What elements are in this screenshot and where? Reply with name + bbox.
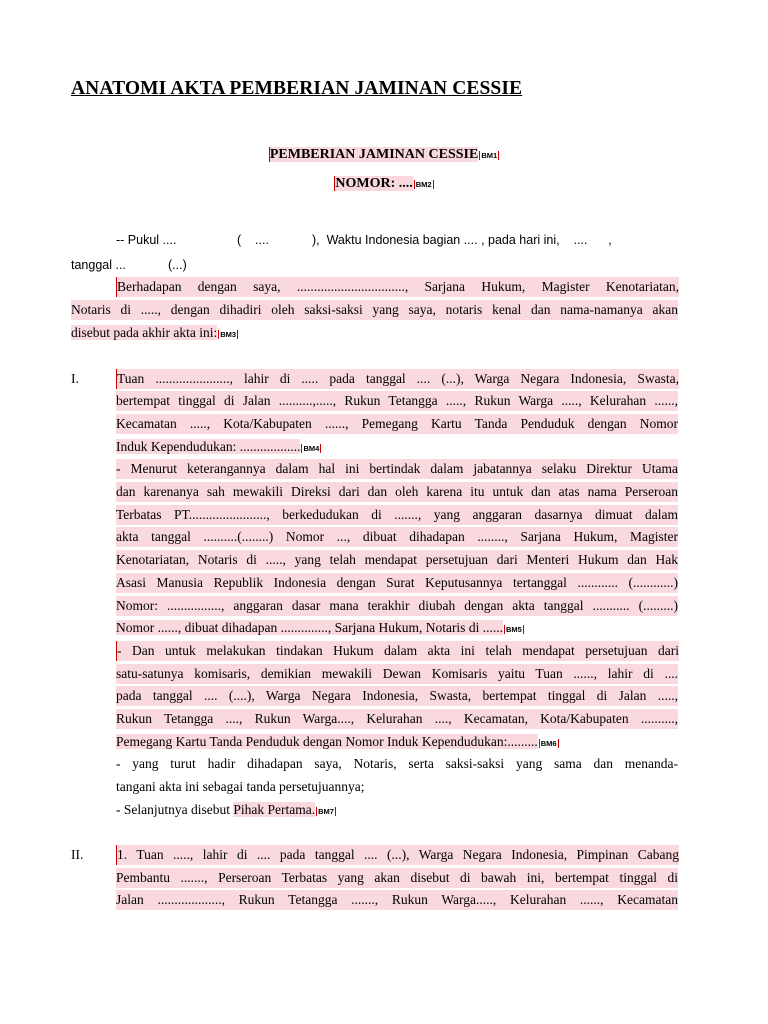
deed-number: [0, 176, 768, 192]
bookmark-marker[interactable]: BM1: [481, 151, 498, 160]
section-number: II.: [71, 847, 84, 862]
date-line: [71, 258, 187, 272]
date-tanggal: tanggal ...: [71, 258, 126, 272]
deed-heading: [0, 147, 768, 163]
section-number: I.: [71, 371, 79, 386]
deed-number-text: NOMOR: ....: [335, 176, 413, 191]
document-title: ANATOMI AKTA PEMBERIAN JAMINAN CESSIE: [71, 78, 523, 99]
deed-heading-text: PEMBERIAN JAMINAN CESSIE: [269, 147, 479, 162]
time-pukul: -- Pukul ....: [116, 233, 177, 247]
bookmark-marker[interactable]: BM2: [415, 180, 432, 189]
date-paren: (...): [168, 258, 187, 272]
time-line: [116, 233, 612, 247]
time-rest: ), Waktu Indonesia bagian .... , pada hari ini, .... ,: [312, 233, 612, 247]
time-paren: ( ....: [237, 233, 269, 247]
